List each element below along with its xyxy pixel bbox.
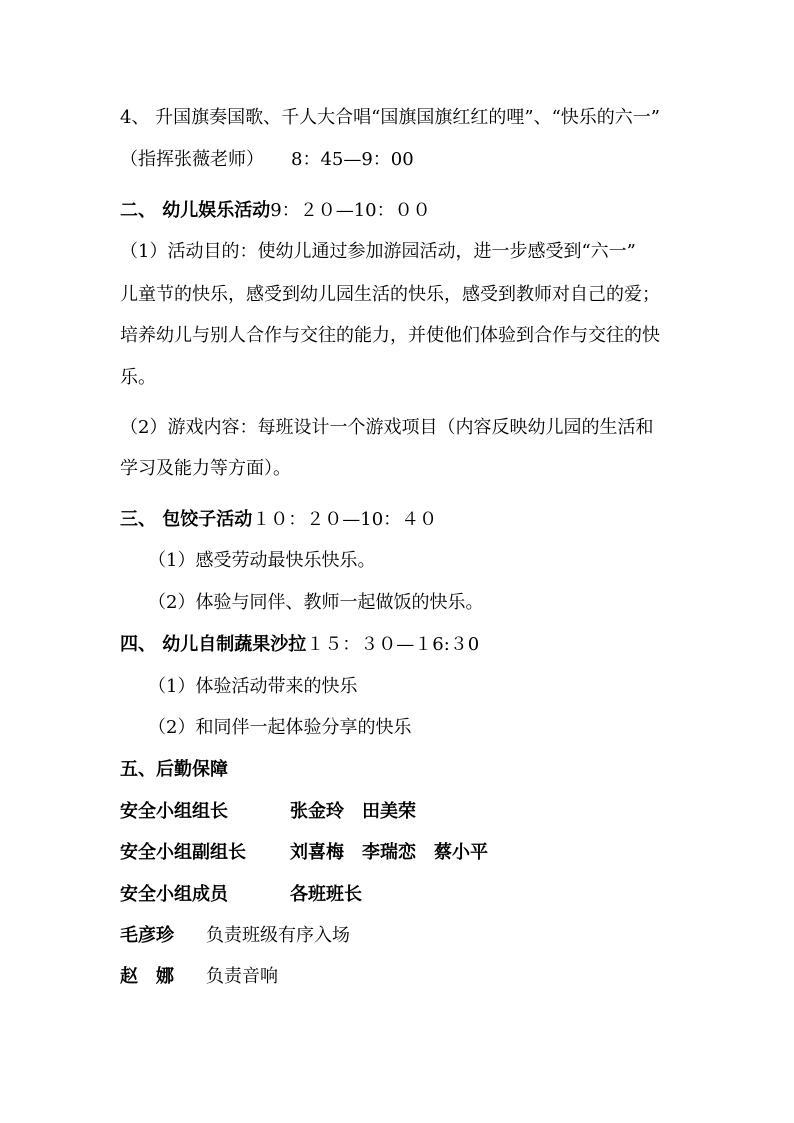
section-3-item-1: （1）感受劳动最快乐快乐。 (148, 550, 376, 571)
staff-names: 刘喜梅 李瑞恋 蔡小平 (290, 842, 488, 863)
flag-ceremony-line: 4、 升国旗奏国歌、千人大合唱“国旗国旗红红的哩”、“快乐的六一” (120, 107, 660, 128)
section-3-time: １０：２０—10：４０ (252, 509, 438, 530)
staff-names: 张金玲 田美荣 (290, 801, 416, 822)
staff-role: 安全小组成员 (120, 884, 228, 905)
staff-names: 各班班长 (290, 884, 362, 905)
section-2-purpose-line-1: （1）活动目的：使幼儿通过参加游园活动，进一步感受到“六一” (120, 241, 636, 262)
section-2-time: 9：２０—10：００ (270, 200, 431, 221)
section-3-heading: 三、 包饺子活动 (120, 509, 253, 530)
section-4-time: １５：３０—１6:３0 (306, 634, 480, 655)
staff-role: 安全小组组长 (120, 801, 228, 822)
section-2-purpose-line-3: 培养幼儿与别人合作与交往的能力，并使他们体验到合作与交往的快 (120, 325, 660, 346)
duty-person: 赵 娜 (120, 966, 174, 987)
section-3-heading-row (120, 508, 437, 532)
section-3-item-2: （2）体验与同伴、教师一起做饭的快乐。 (148, 592, 484, 613)
duty-task: 负责音响 (206, 966, 278, 987)
section-4-item-2: （2）和同伴一起体验分享的快乐 (148, 717, 412, 738)
duty-person: 毛彦珍 (120, 925, 174, 946)
section-5-heading: 五、后勤保障 (120, 759, 228, 780)
staff-role: 安全小组副组长 (120, 842, 246, 863)
section-2-content-line-1: （2）游戏内容：每班设计一个游戏项目（内容反映幼儿园的生活和 (120, 417, 654, 438)
section-2-purpose-line-4: 乐。 (120, 367, 156, 388)
duty-task: 负责班级有序入场 (206, 925, 350, 946)
section-2-purpose-line-2: 儿童节的快乐，感受到幼儿园生活的快乐，感受到教师对自己的爱； (120, 284, 660, 305)
section-2-heading-row (120, 199, 431, 223)
section-2-content-line-2: 学习及能力等方面）。 (120, 458, 291, 479)
section-4-heading: 四、 幼儿自制蔬果沙拉 (120, 634, 307, 655)
section-2-heading: 二、 幼儿娱乐活动 (120, 200, 271, 221)
section-4-item-1: （1）体验活动带来的快乐 (148, 676, 358, 697)
conductor-time-line: （指挥张薇老师） 8：45—9：00 (120, 149, 414, 170)
section-4-heading-row (120, 633, 479, 657)
